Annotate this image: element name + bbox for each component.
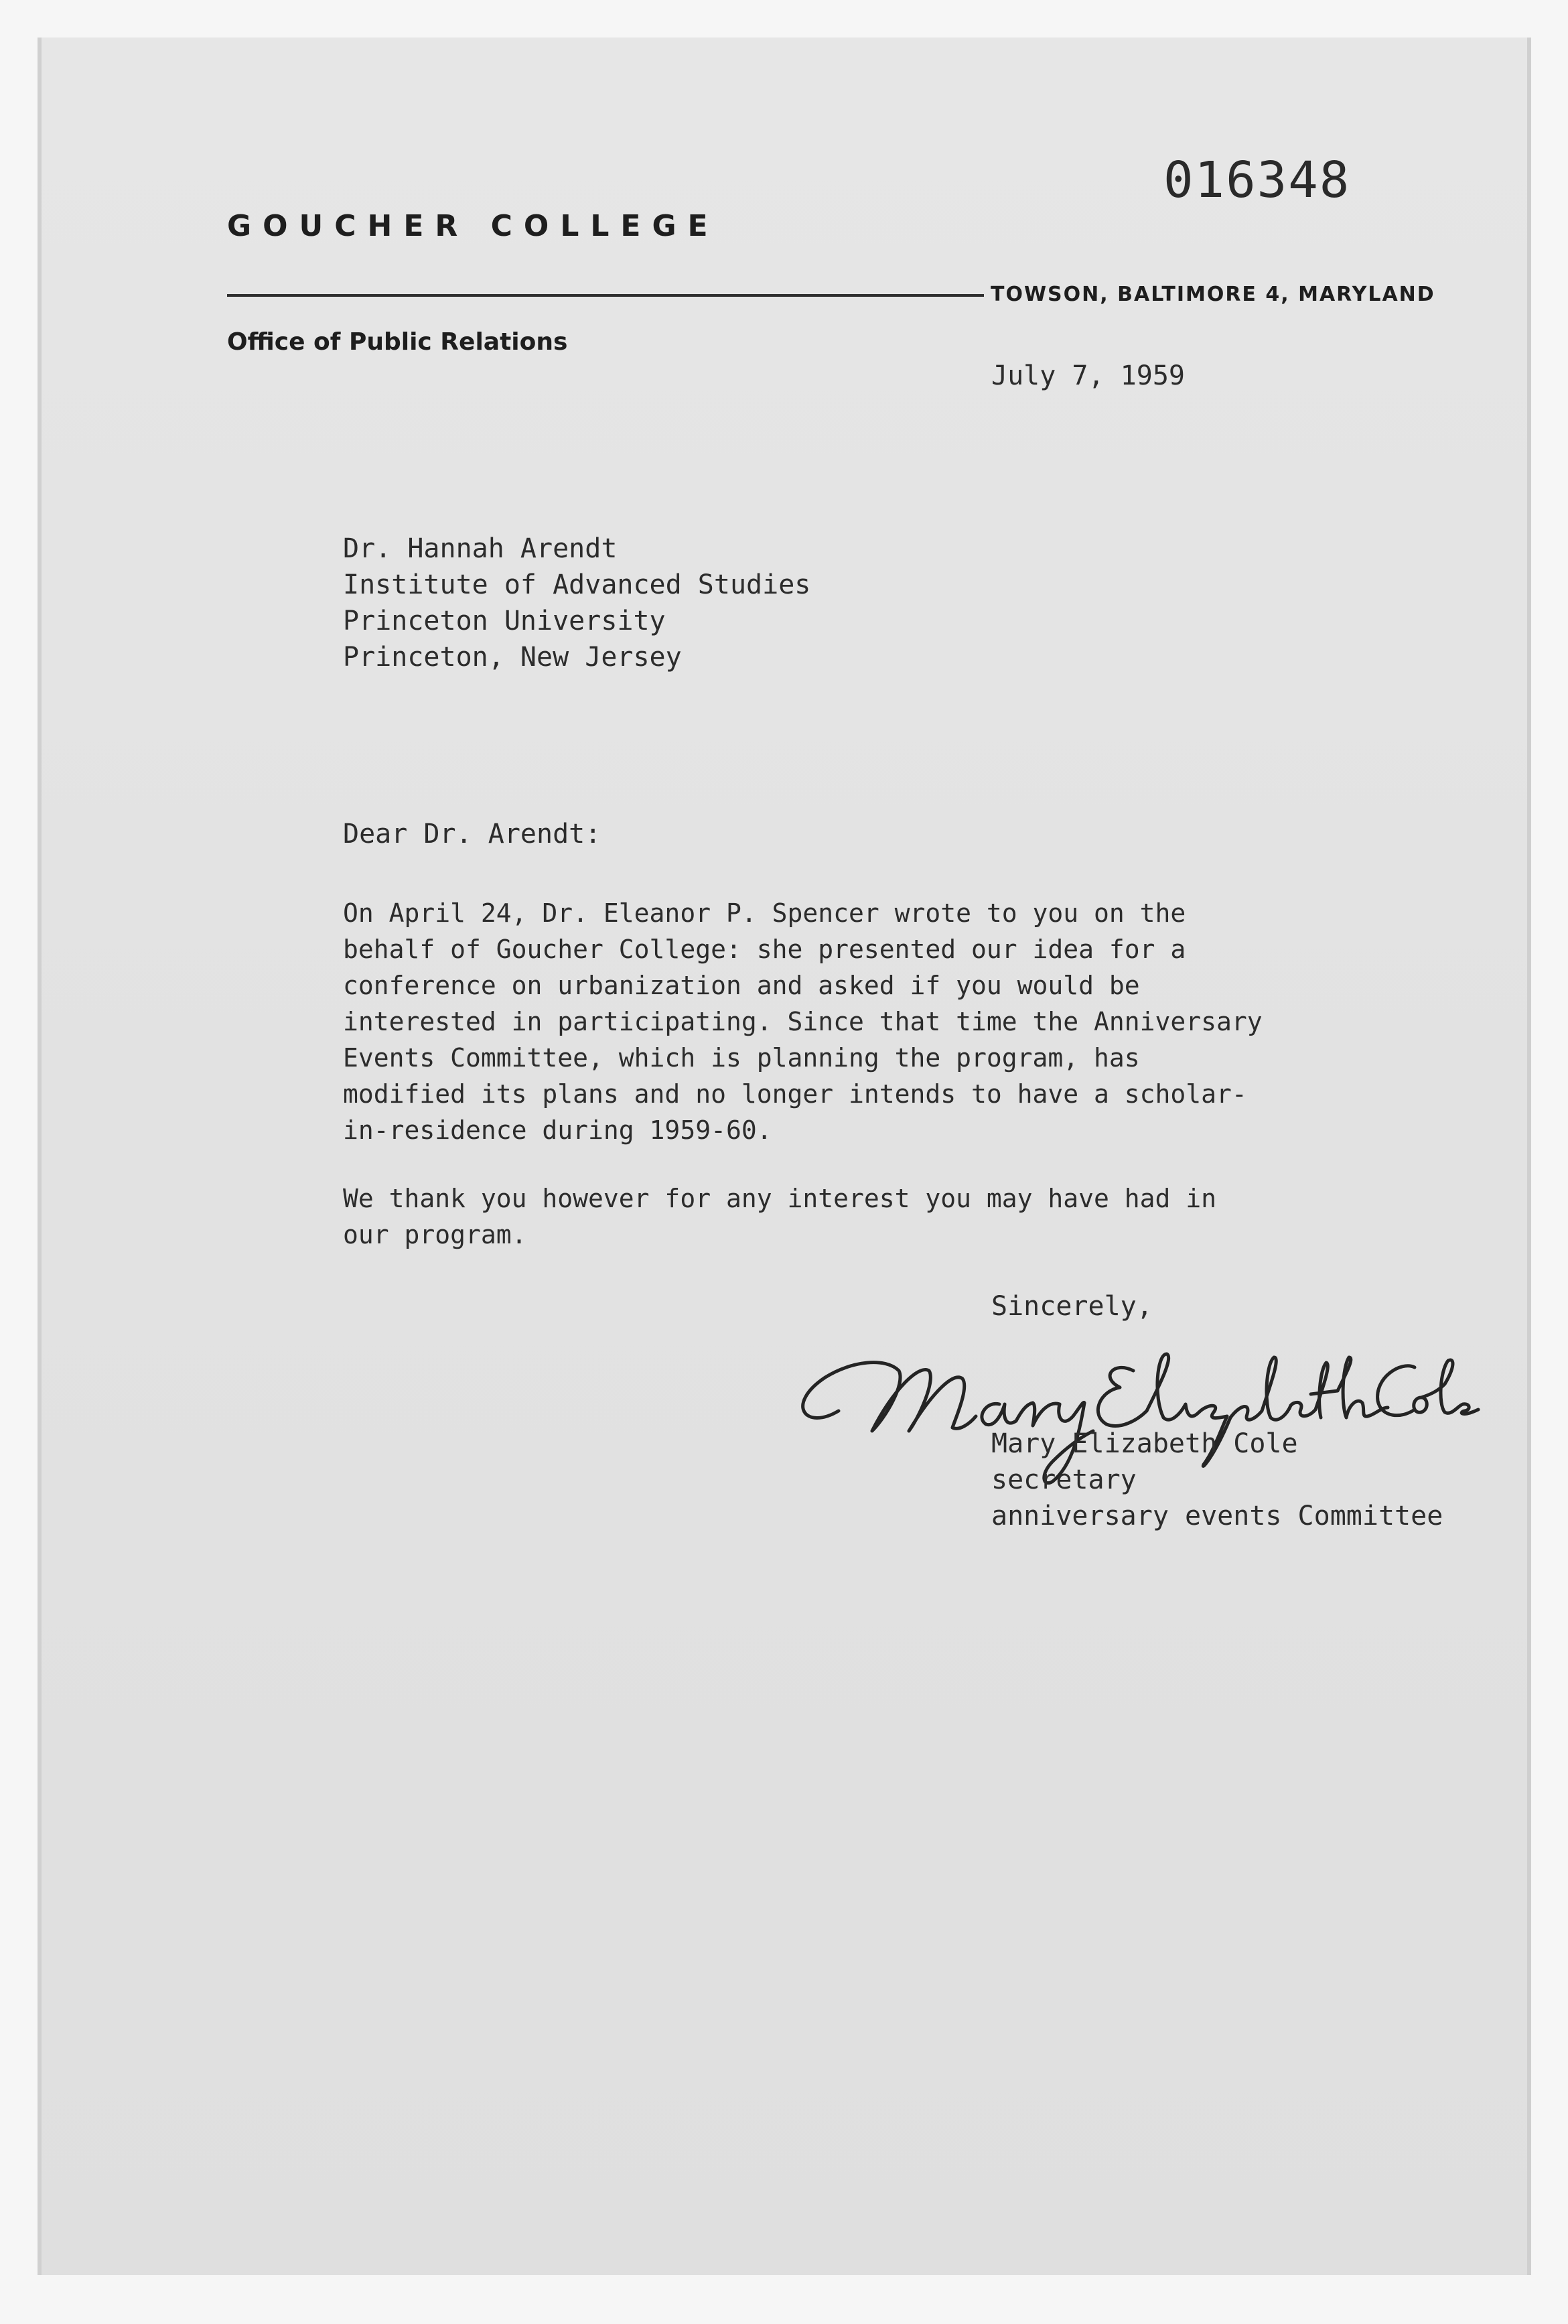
letter-sheet xyxy=(38,38,1531,2275)
letterhead-office: Office of Public Relations xyxy=(227,328,568,356)
body-line: interested in participating. Since that time the Anniversary xyxy=(343,1007,1263,1036)
recipient-university: Princeton University xyxy=(343,606,666,636)
letter-date: July 7, 1959 xyxy=(991,360,1185,391)
signer-committee: anniversary events Committee xyxy=(991,1501,1443,1531)
letterhead-rule xyxy=(227,294,984,297)
document-number: 016348 xyxy=(1163,151,1351,209)
signer-name: Mary Elizabeth Cole xyxy=(991,1428,1298,1459)
body-paragraph-2 xyxy=(343,1180,1216,1253)
body-paragraph-1 xyxy=(343,895,1263,1148)
letterhead-address: TOWSON, BALTIMORE 4, MARYLAND xyxy=(991,283,1435,306)
body-line: modified its plans and no longer intends to have a scholar- xyxy=(343,1079,1247,1109)
recipient-institution: Institute of Advanced Studies xyxy=(343,569,811,600)
letterhead-college-name: GOUCHER COLLEGE xyxy=(227,209,719,243)
body-line: We thank you however for any interest you may have had in xyxy=(343,1184,1217,1213)
body-line: in-residence during 1959-60. xyxy=(343,1115,772,1145)
signer-title: secretary xyxy=(991,1464,1137,1495)
body-line: conference on urbanization and asked if you would be xyxy=(343,971,1140,1000)
body-line: On April 24, Dr. Eleanor P. Spencer wrote to you on the xyxy=(343,898,1186,928)
signer-block xyxy=(991,1426,1443,1534)
recipient-name: Dr. Hannah Arendt xyxy=(343,533,618,564)
recipient-city: Princeton, New Jersey xyxy=(343,642,682,673)
salutation: Dear Dr. Arendt: xyxy=(343,819,601,849)
body-line: Events Committee, which is planning the program, has xyxy=(343,1043,1140,1073)
recipient-address-block xyxy=(343,531,810,675)
closing: Sincerely, xyxy=(991,1291,1153,1322)
body-line: behalf of Goucher College: she presented our idea for a xyxy=(343,935,1186,964)
body-line: our program. xyxy=(343,1220,527,1249)
